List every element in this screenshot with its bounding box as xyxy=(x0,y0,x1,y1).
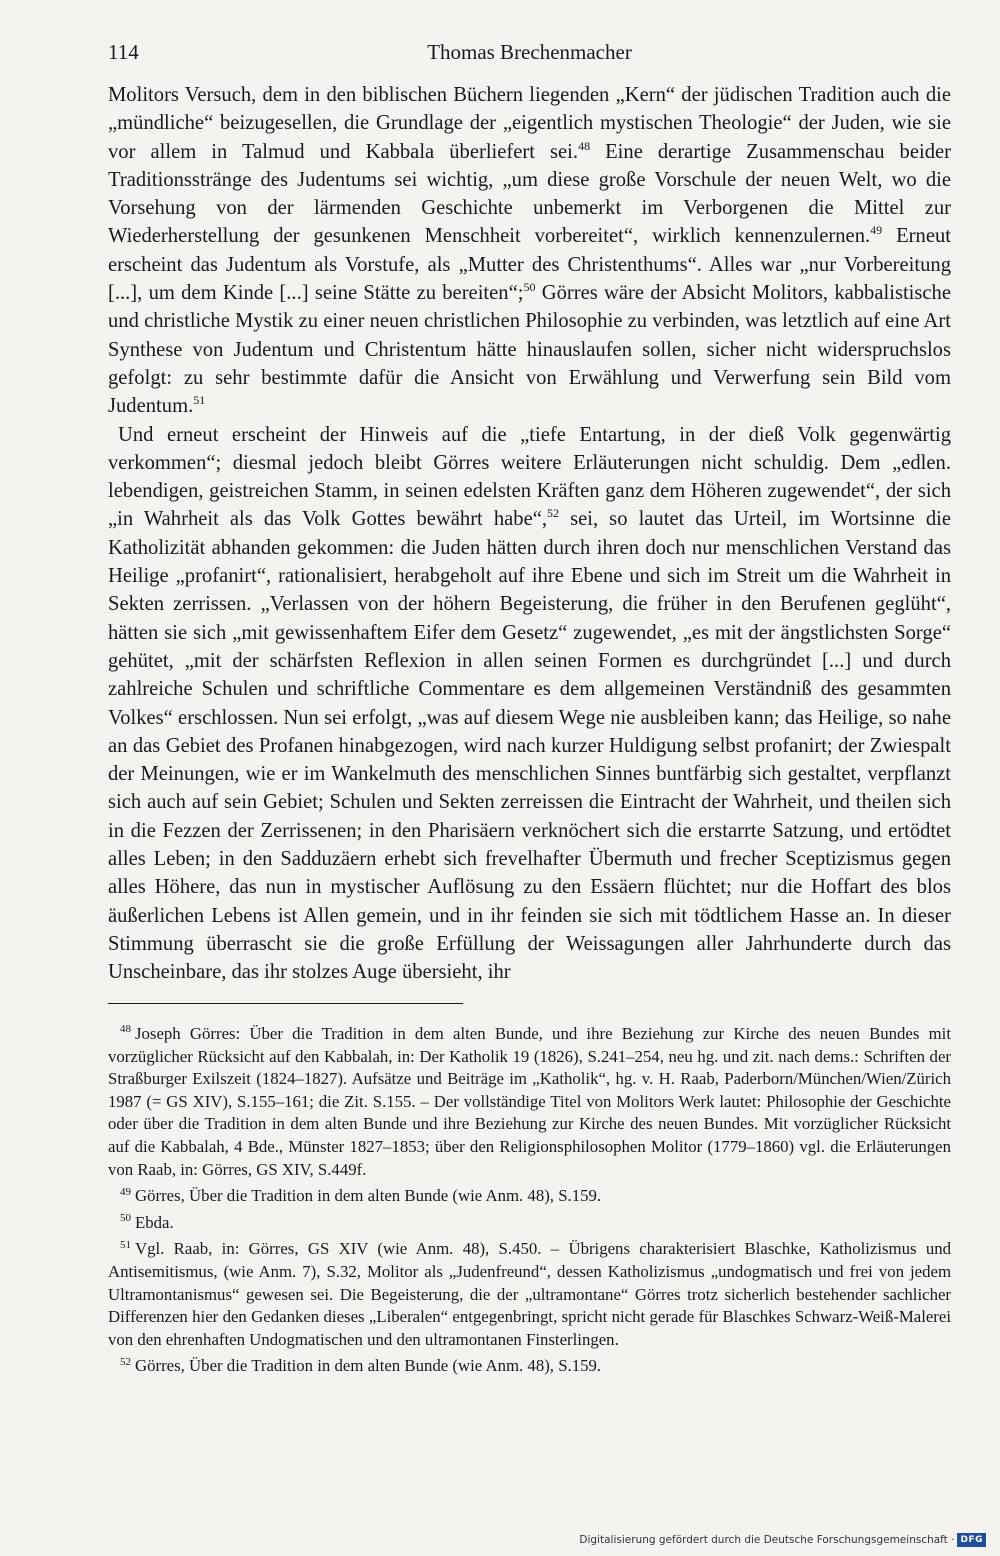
paragraph-text: Erneut erscheint das Judentum als Vorstufe, als „Mutter des Christenthums“. Alles war „nur Vorbereitung [...], um dem Kinde [...] seine Stätte zu bereiten“; xyxy=(108,225,951,305)
footnote-48 xyxy=(108,1023,951,1181)
footnote-number: 50 xyxy=(120,1212,131,1225)
footnote-number: 48 xyxy=(120,1023,131,1036)
footnote-ref-48[interactable]: 48 xyxy=(578,138,591,153)
footnote-text: Vgl. Raab, in: Görres, GS XIV (wie Anm. 48), S.450. – Übrigens charakterisiert Blaschke, Katholizismus und Antisemitismus, (wie Anm. 7), S.32, Molitor als „Judenfreund“, dessen Katholizismus „undogmatisch und frei von jedem Ultramontanismus“ gewesen sei. Die Begeisterung, die der „ultramontane“ Görres trotz sicherlich bestehender sachlicher Differenzen hier den Gedanken dieses „Liberalen“ entgegenbringt, spricht nicht gerade für Blaschkes Schwarz-Weiß-Malerei von den ehrenhaften Undogmatischen und den ultramontanen Finsterlingen. xyxy=(108,1239,951,1349)
running-head: Thomas Brechenmacher xyxy=(427,40,632,64)
paragraph-2 xyxy=(108,421,951,987)
footnote-49 xyxy=(108,1185,951,1208)
page-number: 114 xyxy=(108,40,139,64)
footnote-number: 51 xyxy=(120,1238,131,1251)
paragraph-text: Eine derartige Zusammenschau beider Traditionsstränge des Judentums sei wichtig, „um diese große Vorschule der neuen Welt, wo die Vorsehung von der lärmenden Geschichte unbemerkt im Verborgenen die Mittel zur Wiederherstellung der gesunkenen Menschheit vorbereitet“, wirklich kennenzulernen. xyxy=(108,140,952,248)
footnote-number: 52 xyxy=(120,1355,131,1368)
paragraph-text: Und erneut erscheint der Hinweis auf die „tiefe Entartung, in der dieß Volk gegenwärtig verkommen“; diesmal jedoch bleibt Görres weitere Erläuterungen nicht schuldig. Dem „edlen. lebendigen, geistreichen Stamm, in seinen edelsten Kräften ganz dem Höheren zugewendet“, der sich „in Wahrheit als das Volk Gottes bewährt habe“, xyxy=(108,423,951,531)
footnotes xyxy=(108,1023,951,1382)
footnote-text: Joseph Görres: Über die Tradition in dem alten Bunde, und ihre Beziehung zur Kirche des neuen Bundes mit vorzüglicher Rücksicht auf den Kabbalah, in: Der Katholik 19 (1826), S.241–254, neu hg. und zit. nach dems.: Schriften der Straßburger Exilszeit (1824–1827). Aufsätze und Beiträge im „Katholik“, hg. v. H. Raab, Paderborn/München/Wien/Zürich 1987 (= GS XIV), S.155–161; die Zit. S.155. – Der vollständige Titel von Molitors Werk lautet: Philosophie der Geschichte oder über die Tradition in dem alten Bunde und ihre Beziehung zur Kirche des neuen Bundes. Mit vorzüglicher Rücksicht auf die Kabbalah, 4 Bde., Münster 1827–1853; über den Religionsphilosophen Molitor (1779–1860) vgl. die Erläuterungen von Raab, in: Görres, GS XIV, S.449f. xyxy=(108,1024,951,1179)
footnote-text: Görres, Über die Tradition in dem alten Bunde (wie Anm. 48), S.159. xyxy=(135,1186,602,1206)
footnote-51 xyxy=(108,1238,951,1351)
footnote-separator xyxy=(108,1003,463,1004)
footnote-ref-49[interactable]: 49 xyxy=(870,223,883,238)
footnote-ref-52[interactable]: 52 xyxy=(547,506,560,521)
paragraph-text: Görres wäre der Absicht Molitors, kabbalistische und christliche Mystik zu einer neuen christlichen Philosophie zu verbinden, was letztlich auf eine Art Synthese von Judentum und Christentum hätte hinauslaufen sollen, sicher nicht widerspruchslos gefolgt: zu sehr bestimmte dafür die Ansicht von Erwählung und Verwerfung sein Bild vom Judentum. xyxy=(108,282,951,418)
footnote-50 xyxy=(108,1212,951,1235)
dfg-logo-icon: DFG xyxy=(957,1533,986,1547)
page-header xyxy=(108,40,951,74)
footnote-52 xyxy=(108,1355,951,1378)
footnote-text: Görres, Über die Tradition in dem alten Bunde (wie Anm. 48), S.159. xyxy=(135,1356,602,1376)
footnote-text: Ebda. xyxy=(135,1212,174,1232)
paragraph-text: Molitors Versuch, dem in den biblischen Büchern liegenden „Kern“ der jüdischen Tradition auch die „mündliche“ beizugesellen, die Grundlage der „eigentlich mystischen Theologie“ der Juden, wie sie vor allem in Talmud und Kabbala überliefert sei. xyxy=(108,84,951,163)
body-text xyxy=(108,81,951,987)
footnote-number: 49 xyxy=(120,1185,131,1198)
paragraph-1 xyxy=(108,81,951,421)
credit-text: Digitalisierung gefördert durch die Deutsche Forschungsgemeinschaft · xyxy=(579,1534,955,1546)
footnote-ref-50[interactable]: 50 xyxy=(523,280,536,295)
footnote-ref-51[interactable]: 51 xyxy=(193,393,206,408)
digitization-credit xyxy=(579,1530,986,1550)
paragraph-text: sei, so lautet das Urteil, im Wortsinne die Katholizität abhanden gekommen: die Juden hätten durch ihren doch nur menschlichen Verstand das Heilige „profanirt“, rationalisiert, herabgeholt auf ihre Ebene und sich im Streit um die Wahrheit in Sekten zerrissen. „Verlassen von der höhern Begeisterung, die früher in den Berufenen geglüht“, hätten sie sich „mit gewissenhaftem Eifer dem Gesetz“ zugewendet, „es mit der ängstlichsten Sorge“ gehütet, „mit der schärfsten Reflexion in allen seinen Formen es durchgründet [...] und durch zahlreiche Schulen und schriftliche Commentare es dem allgemeinen Verständniß des gesammten Volkes“ erschlossen. Nun sei erfolgt, „was auf diesem Wege nie ausbleiben kann; das Heilige, so nahe an das Gebiet des Profanen hinabgezogen, wird nach kurzer Huldigung selbst profanirt; der Zwiespalt der Meinungen, wie er im Wankelmuth des menschlichen Sinnes buntfärbig sich gestaltet, verpflanzt sich auch auf sein Gebiet; Schulen und Sekten zerreissen die Eintracht der Wahrheit, und theilen sich in die Fezzen der Zerrissenen; in den Pharisäern verknöchert sich die erstarrte Satzung, und ertödtet alles Leben; in den Sadduzäern erhebt sich frevelhafter Übermuth und frecher Sceptizismus gegen alles Höhere, das nun in mystischer Auflösung zu den Essäern flüchtet; nur die Hoffart des blos äußerlichen Lebens ist Allen gemein, und in ihr feinden sie sich mit tödtlichem Hasse an. In dieser Stimmung überrascht sie die große Erfüllung der Weissagungen aller Jahrhunderte durch das Unscheinbare, das ihr stolzes Auge übersieht, ihr xyxy=(108,508,951,984)
